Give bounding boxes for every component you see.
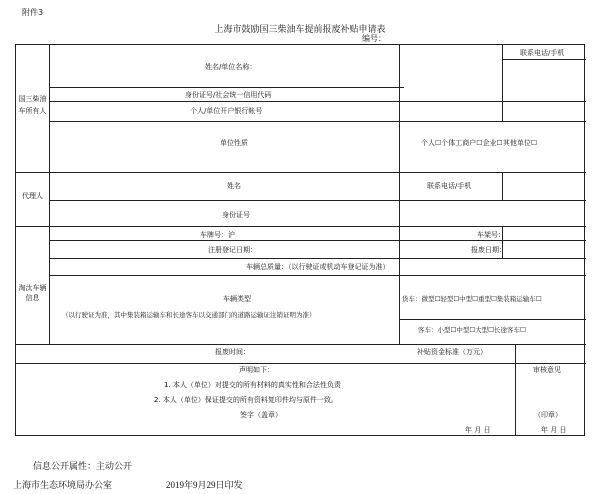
owner-id-label: 身份证号/社会统一信用代码 <box>185 91 272 99</box>
owner-nature-label: 单位性质 <box>220 139 248 147</box>
attachment-label: 附件3 <box>22 8 44 17</box>
declaration-date-label: 年 月 日 <box>465 426 491 434</box>
plate-label: 车牌号：沪 <box>200 231 235 239</box>
bus-options[interactable]: 客车：小型☐中型☐大型☐长途客车☐ <box>418 326 526 334</box>
truck-options[interactable]: 货车：微型☐轻型☐中型☐重型☐集装箱运输车☐ <box>402 295 542 303</box>
declaration-line-2: 2. 本人（单位）保证提交的所有资料复印件均与原件一致。 <box>154 396 338 404</box>
owner-section-label: 国三柴油车所有人 <box>18 95 47 115</box>
agent-name-label: 姓名 <box>227 182 241 190</box>
review-heading: 审核意见 <box>533 366 561 374</box>
frame-label: 车架号： <box>477 231 505 239</box>
reg-date-label: 注册登记日期： <box>208 246 257 254</box>
application-form-table <box>15 44 585 436</box>
page-title: 上海市鼓励国三柴油车提前报废补贴申请表 <box>214 25 386 35</box>
owner-name-label: 姓名/单位名称： <box>205 63 257 71</box>
agent-phone-label: 联系电话/手机 <box>427 182 472 190</box>
vehicle-type-note: （以行驶证为准，其中集装箱运输车和长途客车以交通部门的道路运输证注销证明为准） <box>62 311 316 319</box>
total-mass-label: 车辆总质量：（以行驶证或机动车登记证为准） <box>246 263 390 271</box>
declaration-line-1: 1. 本人（单位）对提交的所有材料的真实性和合法性负责 <box>164 381 341 389</box>
subsidy-label: 补贴资金标准（万元） <box>417 348 487 356</box>
issuer: 上海市生态环境局办公室 <box>13 481 113 491</box>
owner-nature-options[interactable]: 个人☐个体工商户☐企业☐其他单位☐ <box>421 139 538 147</box>
declaration-heading: 声明如下： <box>239 366 274 374</box>
signature-label: 签字（盖章） <box>240 411 282 419</box>
scrap-time-label: 报废时间： <box>215 348 250 356</box>
agent-section-label: 代理人 <box>22 192 43 200</box>
scrap-date-label: 报废日期： <box>471 246 506 254</box>
review-date-label: 年 月 日 <box>541 426 567 434</box>
vehicle-type-label: 车辆类型 <box>223 295 251 303</box>
issue-date: 2019年9月29日印发 <box>166 480 243 490</box>
owner-phone-label: 联系电话/手机 <box>520 49 565 57</box>
review-seal-label: （印章） <box>534 411 562 419</box>
disclosure-attribute: 信息公开属性：主动公开 <box>33 462 133 472</box>
number-label: 编号： <box>362 34 386 43</box>
vehicle-section-label: 淘汰车辆信息 <box>18 284 47 302</box>
agent-id-label: 身份证号 <box>222 211 250 219</box>
owner-bank-label: 个人/单位开户银行帐号 <box>190 107 263 115</box>
